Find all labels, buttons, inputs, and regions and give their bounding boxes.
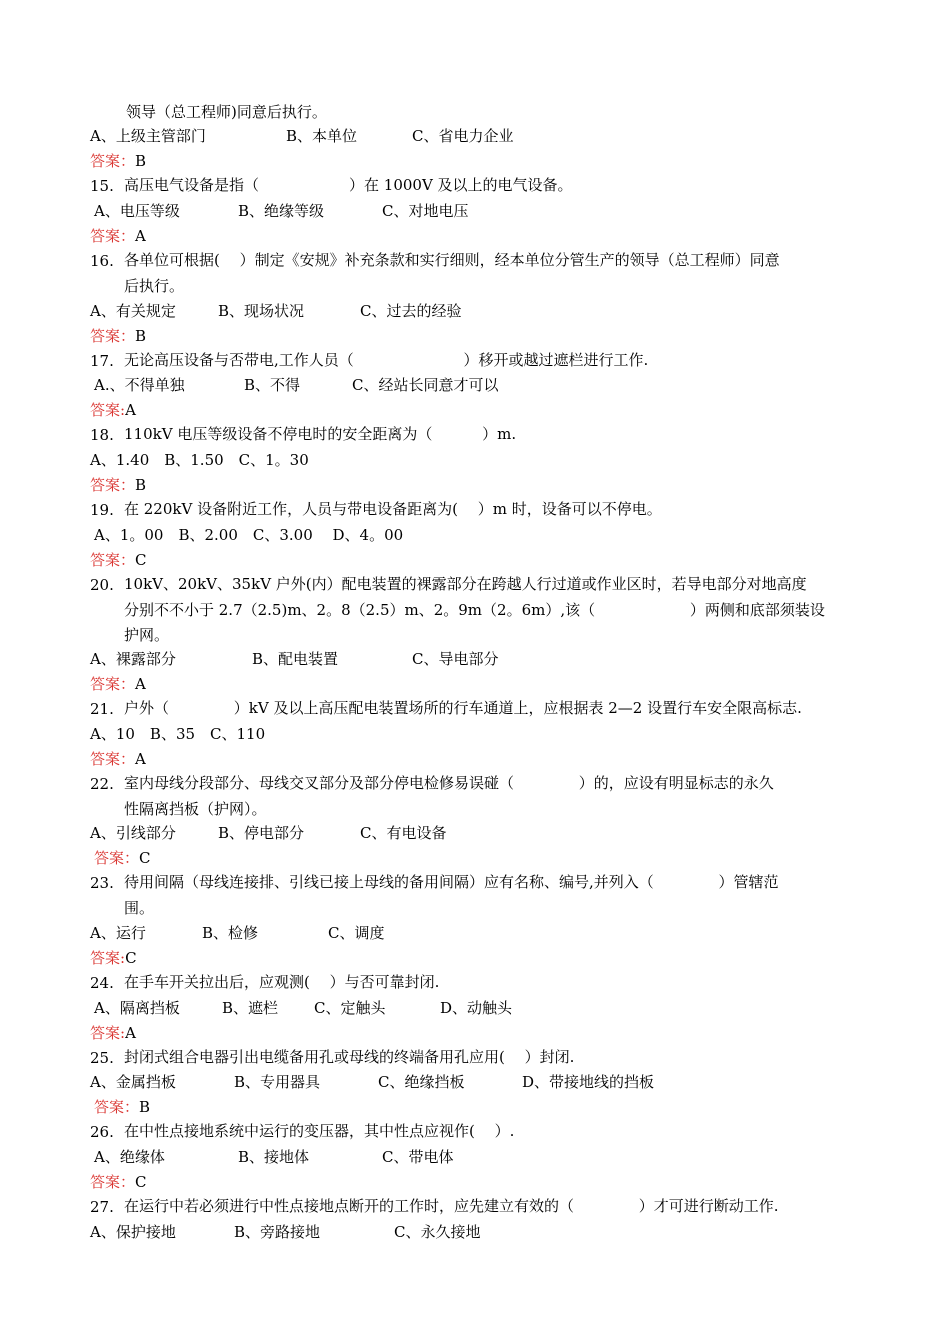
q16-option-c: C、过去的经验: [360, 302, 462, 320]
q20-text-cont: 分别不不小于 2.7（2.5)m、2。8（2.5）m、2。9m（2。6m）,该（ ）两侧和底部须装设: [124, 601, 825, 619]
q26-text: 在中性点接地系统中运行的变压器，其中性点应视作( ）.: [124, 1122, 515, 1140]
q24-option-d: D、动触头: [440, 999, 513, 1017]
q19-number: 19.: [90, 501, 114, 519]
q18-text: 110kV 电压等级设备不停电时的安全距离为（ ）m.: [124, 425, 517, 443]
q26-answer: 答案：C: [90, 1173, 147, 1191]
q26-number: 26.: [90, 1123, 114, 1141]
q16-answer: 答案：B: [90, 327, 147, 345]
q23-text: 待用间隔（母线连接排、引线已接上母线的备用间隔）应有名称、编号,并列入（ ）管辖范: [124, 873, 779, 891]
q23-text-cont: 围。: [124, 899, 155, 917]
q22-option-c: C、有电设备: [360, 824, 447, 842]
q16-text: 各单位可根据( ）制定《安规》补充条款和实行细则，经本单位分管生产的领导（总工程师）同意: [124, 251, 780, 269]
q15-option-c: C、对地电压: [382, 202, 469, 220]
q25-option-c: C、绝缘挡板: [378, 1073, 465, 1091]
q20-option-c: C、导电部分: [412, 650, 499, 668]
q27-text: 在运行中若必须进行中性点接地点断开的工作时，应先建立有效的（ ）才可进行断动工作.: [124, 1197, 779, 1215]
q20-option-b: B、配电装置: [252, 650, 339, 668]
q25-text: 封闭式组合电器引出电缆备用孔或母线的终端备用孔应用( ）封闭.: [124, 1048, 575, 1066]
q24-option-b: B、遮栏: [222, 999, 279, 1017]
q17-option-c: C、经站长同意才可以: [352, 376, 499, 394]
q15-answer: 答案：A: [90, 227, 146, 245]
q14-answer: 答案：B: [90, 152, 147, 170]
q22-number: 22.: [90, 775, 114, 793]
q16-option-b: B、现场状况: [218, 302, 305, 320]
q23-option-b: B、检修: [202, 924, 259, 942]
q14-option-a: A、上级主管部门: [90, 127, 206, 145]
q26-option-b: B、接地体: [238, 1148, 310, 1166]
q21-number: 21.: [90, 700, 114, 718]
q20-text: 10kV、20kV、35kV 户外(内）配电装置的裸露部分在跨越人行过道或作业区时，若导电部分对地高度: [124, 575, 807, 593]
q17-answer: 答案:A: [90, 401, 136, 419]
q18-options: A、1.40 B、1.50 C、1。30: [90, 451, 309, 469]
q20-answer: 答案：A: [90, 675, 146, 693]
q23-answer: 答案:C: [90, 949, 137, 967]
q24-text: 在手车开关拉出后，应观测( ）与否可靠封闭.: [124, 973, 440, 991]
q25-answer: 答案：B: [94, 1098, 151, 1116]
q24-option-c: C、定触头: [314, 999, 386, 1017]
q14-option-b: B、本单位: [286, 127, 358, 145]
q23-option-c: C、调度: [328, 924, 385, 942]
q25-number: 25.: [90, 1049, 114, 1067]
q18-number: 18.: [90, 426, 114, 444]
q22-option-b: B、停电部分: [218, 824, 305, 842]
q23-number: 23.: [90, 874, 114, 892]
q25-option-b: B、专用器具: [234, 1073, 321, 1091]
q21-text: 户外（ ）kV 及以上高压配电装置场所的行车通道上，应根据表 2—2 设置行车安全限高标志.: [124, 699, 802, 717]
q24-option-a: A、隔离挡板: [94, 999, 180, 1017]
q17-number: 17.: [90, 352, 114, 370]
q21-options: A、10 B、35 C、110: [90, 725, 266, 743]
q21-answer: 答案：A: [90, 750, 146, 768]
q24-answer: 答案:A: [90, 1024, 136, 1042]
q22-text: 室内母线分段部分、母线交叉部分及部分停电检修易误碰（ ）的，应设有明显标志的永久: [124, 774, 774, 792]
q19-options: A、1。00 B、2.00 C、3.00 D、4。00: [94, 526, 404, 544]
q18-answer: 答案：B: [90, 476, 147, 494]
q19-text: 在 220kV 设备附近工作，人员与带电设备距离为( ）m 时，设备可以不停电。: [124, 500, 662, 518]
q15-option-a: A、电压等级: [94, 202, 180, 220]
q22-text-cont: 性隔离挡板（护网）。: [124, 800, 267, 818]
q27-number: 27.: [90, 1198, 114, 1216]
q23-option-a: A、运行: [90, 924, 146, 942]
q17-option-a: A.、不得单独: [94, 376, 185, 394]
q15-option-b: B、绝缘等级: [238, 202, 325, 220]
q22-option-a: A、引线部分: [90, 824, 176, 842]
q22-answer: 答案：C: [94, 849, 151, 867]
q24-number: 24.: [90, 974, 114, 992]
q27-option-c: C、永久接地: [394, 1223, 481, 1241]
q16-number: 16.: [90, 252, 114, 270]
q16-option-a: A、有关规定: [90, 302, 176, 320]
q19-answer: 答案：C: [90, 551, 147, 569]
q14-option-c: C、省电力企业: [412, 127, 514, 145]
q25-option-a: A、金属挡板: [90, 1073, 176, 1091]
q16-text-cont: 后执行。: [124, 277, 185, 295]
continuation-text: 领导（总工程师)同意后执行。: [126, 103, 327, 121]
q26-option-c: C、带电体: [382, 1148, 454, 1166]
q20-option-a: A、裸露部分: [90, 650, 176, 668]
q15-text: 高压电气设备是指（ ）在 1000V 及以上的电气设备。: [124, 176, 573, 194]
q27-option-b: B、旁路接地: [234, 1223, 321, 1241]
q27-option-a: A、保护接地: [90, 1223, 176, 1241]
q26-option-a: A、绝缘体: [94, 1148, 165, 1166]
q20-text-cont2: 护网。: [124, 626, 170, 644]
q25-option-d: D、带接地线的挡板: [522, 1073, 655, 1091]
q15-number: 15.: [90, 177, 114, 195]
q17-option-b: B、不得: [244, 376, 301, 394]
q17-text: 无论高压设备与否带电,工作人员（ ）移开或越过遮栏进行工作.: [124, 351, 649, 369]
q20-number: 20.: [90, 576, 114, 594]
answer-label: 答案：: [90, 152, 136, 170]
